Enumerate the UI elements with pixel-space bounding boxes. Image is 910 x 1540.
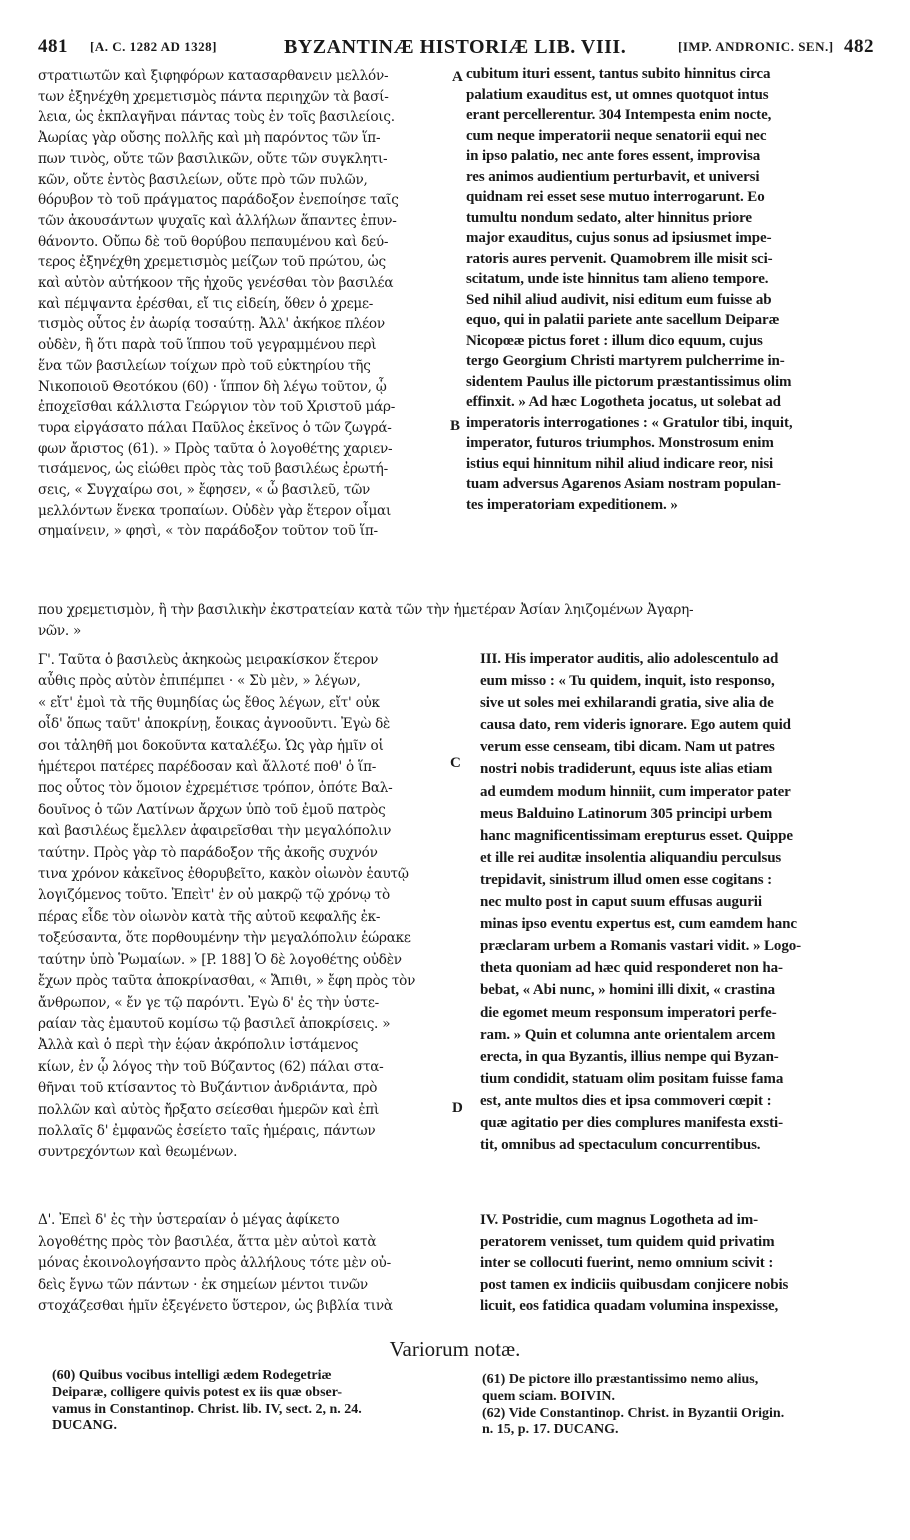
emperor-reference: [IMP. ANDRONIC. SEN.] [678, 39, 834, 54]
footnotes-left: (60) Quibus vocibus intelligi ædem Rodegetriæ Deiparæ, colligere quivis potest ex iis quæ obser- vamus in Constantinop. Christ. lib. IV, sect. 2, n. 24. DUCANG. [52, 1368, 362, 1434]
margin-marker-d: D [452, 1100, 463, 1116]
greek-text-column-top: στρατιωτῶν καὶ ξιφηφόρων κατασαρθανειν μελλόν- των ἐξηνέχθη χρεμετισμὸς πάντα περιηχῶν τὰ βασί- λεια, ὡς ἐκπλαγῆναι πάντας τοὺς ἐν τοῖς βασιλείοις. Ἀωρίας γὰρ οὔσης πολλῆς καὶ μὴ παρόντος τῶν ἵπ- πων τινὸς, οὔτε τῶν βασιλικῶν, οὔτε τῶν συγκλητι- κῶν, οὔτε ἐντὸς βασιλείων, οὔτε πρὸ τῶν πυλῶν, θόρυβον τὸ τοῦ πράγματος παράδοξον ἐνεποίησε ταῖς τῶν ἀκουσάντων ψυχαῖς καὶ ἀλλήλων ἅπαντες ἐπυν- θάνοντο. Οὔπω δὲ τοῦ θορύβου πεπαυμένου καὶ δεύ- τερος ἐξηνέχθη χρεμετισμὸς μείζων τοῦ πρώτου, ὡς καὶ αὐτὸν αὐτήκοον τῆς ἠχοῦς γενέσθαι τὸν βασιλέα καὶ πέμψαντα ἐρέσθαι, εἴ τις εἰδείη, ὅθεν ὁ χρεμε- τισμὸς οὗτος ἐν ἀωρίᾳ τοσαύτῃ. Ἀλλ' ἀκήκοε πλέον οὐδὲν, ἢ ὅτι παρὰ τοῦ ἵππου τοῦ γεγραμμένου περὶ ἕνα τῶν βασιλείων τοίχων πρὸ τοῦ εὐκτηρίου τῆς Νικοποιοῦ Θεοτόκου (60) · ἵππον δὴ λέγω τοῦτον, ᾧ ἐποχεῖσθαι κάλλιστα Γεώργιον τὸν τοῦ Χριστοῦ μάρ- τυρα εἰργάσατο πάλαι Παῦλος ἐκεῖνος ὁ τῶν ζωγρά- φων ἄριστος (61). » Πρὸς ταῦτα ὁ λογοθέτης χαριεν- τισάμενος, ὡς εἰώθει πρὸς τὰς τοῦ βασιλέως ἐρωτή- σεις, « Συγχαίρω σοι, » ἔφησεν, « ὦ βασιλεῦ, τῶν μελλόντων ἕνεκα τροπαίων. Οὐδὲν γὰρ ἕτερον οἶμαι σημαίνειν, » φησὶ, « τὸν παράδοξον τοῦτον τοῦ ἵπ- [38, 68, 399, 540]
running-head [38, 36, 874, 58]
greek-text-continuation: που χρεμετισμὸν, ἢ τὴν βασιλικὴν ἐκστρατείαν κατὰ τῶν τὴν ἡμετέραν Ἀσίαν ληιζομένων Ἀγαρη- νῶν. » [38, 602, 694, 639]
margin-marker-a: A [452, 69, 463, 85]
margin-marker-c: C [450, 755, 461, 771]
latin-section-three: III. His imperator auditis, alio adolescentulo ad eum misso : « Tu quidem, inquit, isto responso, sive ut soles mei exhilarandi gratia, sive alia de causa dato, rem videris ignorare. Ego autem quid verum esse censeam, tibi dicam. Nam ut patres nostri nobis tradiderunt, equus iste alias etiam ad eumdem modum hinniit, cum imperator pater meus Balduino Latinorum 305 principi urbem hanc magnificentissimam erepturus esset. Quippe et ille rei auditæ insolentia aliquandiu perculsus trepidavit, sinistrum illud omen esse cogitans : nec multo post in caput suum effusas augurii minas ipso eventu expertus est, cum eamdem hanc præclaram urbem a Romanis vastari vidit. » Logo- theta quoniam ad hæc quid responderet non ha- bebat, « Abi nunc, » homini illi dixit, « crastina die egomet meum responsum imperatori perfe- ram. » Quin et columna ante orientalem arcem erecta, in qua Byzantis, illius nempe qui Byzan- tium condidit, statuam olim positam fuisse fama est, ante multos dies et ipsa commoveri cœpit : quæ agitatio per dies complures manifesta exsti- tit, omnibus ad spectaculum concurrentibus. [480, 651, 802, 1154]
footnotes-right: (61) De pictore illo præstantissimo nemo alius, quem sciam. BOIVIN. (62) Vide Constantinop. Christ. in Byzantii Origin. n. 15, p. 17. DUCANG. [482, 1372, 785, 1438]
latin-text-column-top: cubitum ituri essent, tantus subito hinnitus circa palatium exauditus est, ut omnes quotquot intus erant percellerentur. 304 Intempesta enim nocte, cum neque imperatorii neque senatorii equi nec in ipso palatio, nec ante fores essent, improvisa res animos audientium perturbavit, et universi quidnam rei esset sese mutuo interrogarunt. Eo tumultu nondum sedato, alter hinnitus priore major exauditus, cujus sonus ad ipsiusmet impe- ratoris aures pervenit. Quamobrem ille misit sci- scitatum, unde iste hinnitus tam alieno tempore. Sed nihil aliud audivit, nisi editum eum fuisse ab equo, qui in palatii pariete ante sacellum Deiparæ Nicopœæ pictus foret : illum dico equum, cujus tergo Georgium Christi martyrem pulcherrime in- sidentem Paulus ille pictorum præstantissimus olim effinxit. » Ad hæc Logotheta jocatus, ut solebat ad imperatoris interrogationes : « Gratulor tibi, inquit, imperator, futuros triumphos. Monstrosum enim istius equi hinnitum nihil aliud indicare reor, nisi tuam adversus Agarenos Asiam nostram populan- tes imperatoriam expeditionem. » [466, 66, 793, 513]
page-number-right: 482 [844, 36, 874, 57]
page-title: BYZANTINÆ HISTORIÆ LIB. VIII. [284, 36, 627, 58]
notes-heading: Variorum notæ. [389, 1337, 521, 1361]
page-number-left: 481 [38, 36, 68, 57]
date-range: [A. C. 1282 AD 1328] [90, 39, 217, 54]
greek-section-three: Γ'. Ταῦτα ὁ βασιλεὺς ἀκηκοὼς μειρακίσκον ἕτερον αὖθις πρὸς αὐτὸν ἐπιπέμπει · « Σὺ μὲν, » λέγων, « εἴτ' ἐμοὶ τὰ τῆς θυμηδίας ὡς ἔθος λέγων, εἴτ' οὐκ οἶδ' ὅπως ταῦτ' ἀποκρίνῃ, ἔοικας ἀγνοοῦντι. Ἐγὼ δὲ σοι τἀληθῆ μοι δοκοῦντα καταλέξω. Ὡς γὰρ ἡμῖν οἱ ἡμέτεροι πατέρες παρέδοσαν καὶ ἄλλοτέ ποθ' ὁ ἵπ- πος οὗτος τὸν ὅμοιον ἐχρεμέτισε τρόπον, ὁπότε Βαλ- δουῖνος ὁ τῶν Λατίνων ἄρχων ὑπὸ τοῦ ἐμοῦ πατρὸς καὶ βασιλέως ἔμελλεν ἀφαιρεῖσθαι τὴν μεγαλόπολιν ταύτην. Πρὸς γὰρ τὸ παράδοξον τῆς ἀκοῆς συχνόν τινα χρόνον κἀκεῖνος ἐθορυβεῖτο, κακὸν οἰωνὸν ἑαυτῷ λογιζόμενος τοῦτο. Ἐπεὶτ' ἐν οὐ μακρῷ τῷ χρόνῳ τὸ πέρας εἶδε τὸν οἰωνὸν κατὰ τῆς αὐτοῦ κεφαλῆς ἐκ- τοξεύσαντα, ὅτε πορθουμένην τὴν μεγαλόπολιν ἑώρακε ταύτην ὑπὸ Ῥωμαίων. » [P. 188] Ὁ δὲ λογοθέτης οὐδὲν ἔχων πρὸς ταῦτα ἀποκρίνασθαι, « Ἄπιθι, » ἔφη πρὸς τὸν ἄνθρωπον, « ἔν γε τῷ παρόντι. Ἐγὼ δ' ἐς τὴν ὑστε- ραίαν τὰς ἐμαυτοῦ κομίσω τῷ βασιλεῖ ἀποκρίσεις. » Ἀλλὰ καὶ ὁ περὶ τὴν ἑῴαν ἀκρόπολιν ἱστάμενος κίων, ἐν ᾧ λόγος τὴν τοῦ Βύζαντος (62) πάλαι στα- θῆναι τοῦ κτίσαντος τὸ Βυζάντιον ἀνδριάντα, πρὸ πολλῶν καὶ αὐτὸς ἤρξατο σείεσθαι ἡμερῶν καὶ ἐπὶ πολλαῖς δ' ἐμφανῶς ἐσείετο ταῖς ἡμέραις, πάντων συντρεχόντων καὶ θεωμένων. [38, 652, 416, 1161]
margin-marker-b: B [450, 418, 461, 434]
latin-section-four: IV. Postridie, cum magnus Logotheta ad im- peratorem venisset, tum quidem quid privatim inter se collocuti fuerint, nemo omnium scivit : post tamen ex indiciis quibusdam conjicere nobis licuit, eos fatidica quadam volumina inspexisse, [480, 1212, 789, 1314]
greek-section-four: Δ'. Ἐπεὶ δ' ἐς τὴν ὑστεραίαν ὁ μέγας ἀφίκετο λογοθέτης πρὸς τὸν βασιλέα, ἅττα μὲν αὐτοὶ κατὰ μόνας ἐκοινολογήσαντο πρὸς ἀλλήλους τότε μὲν οὐ- δεὶς ἔγνω τῶν πάντων · ἐκ σημείων μέντοι τινῶν στοχάζεσθαι ἡμῖν ἐξεγένετο ὕστερον, ὡς βιβλία τινὰ [38, 1212, 393, 1314]
